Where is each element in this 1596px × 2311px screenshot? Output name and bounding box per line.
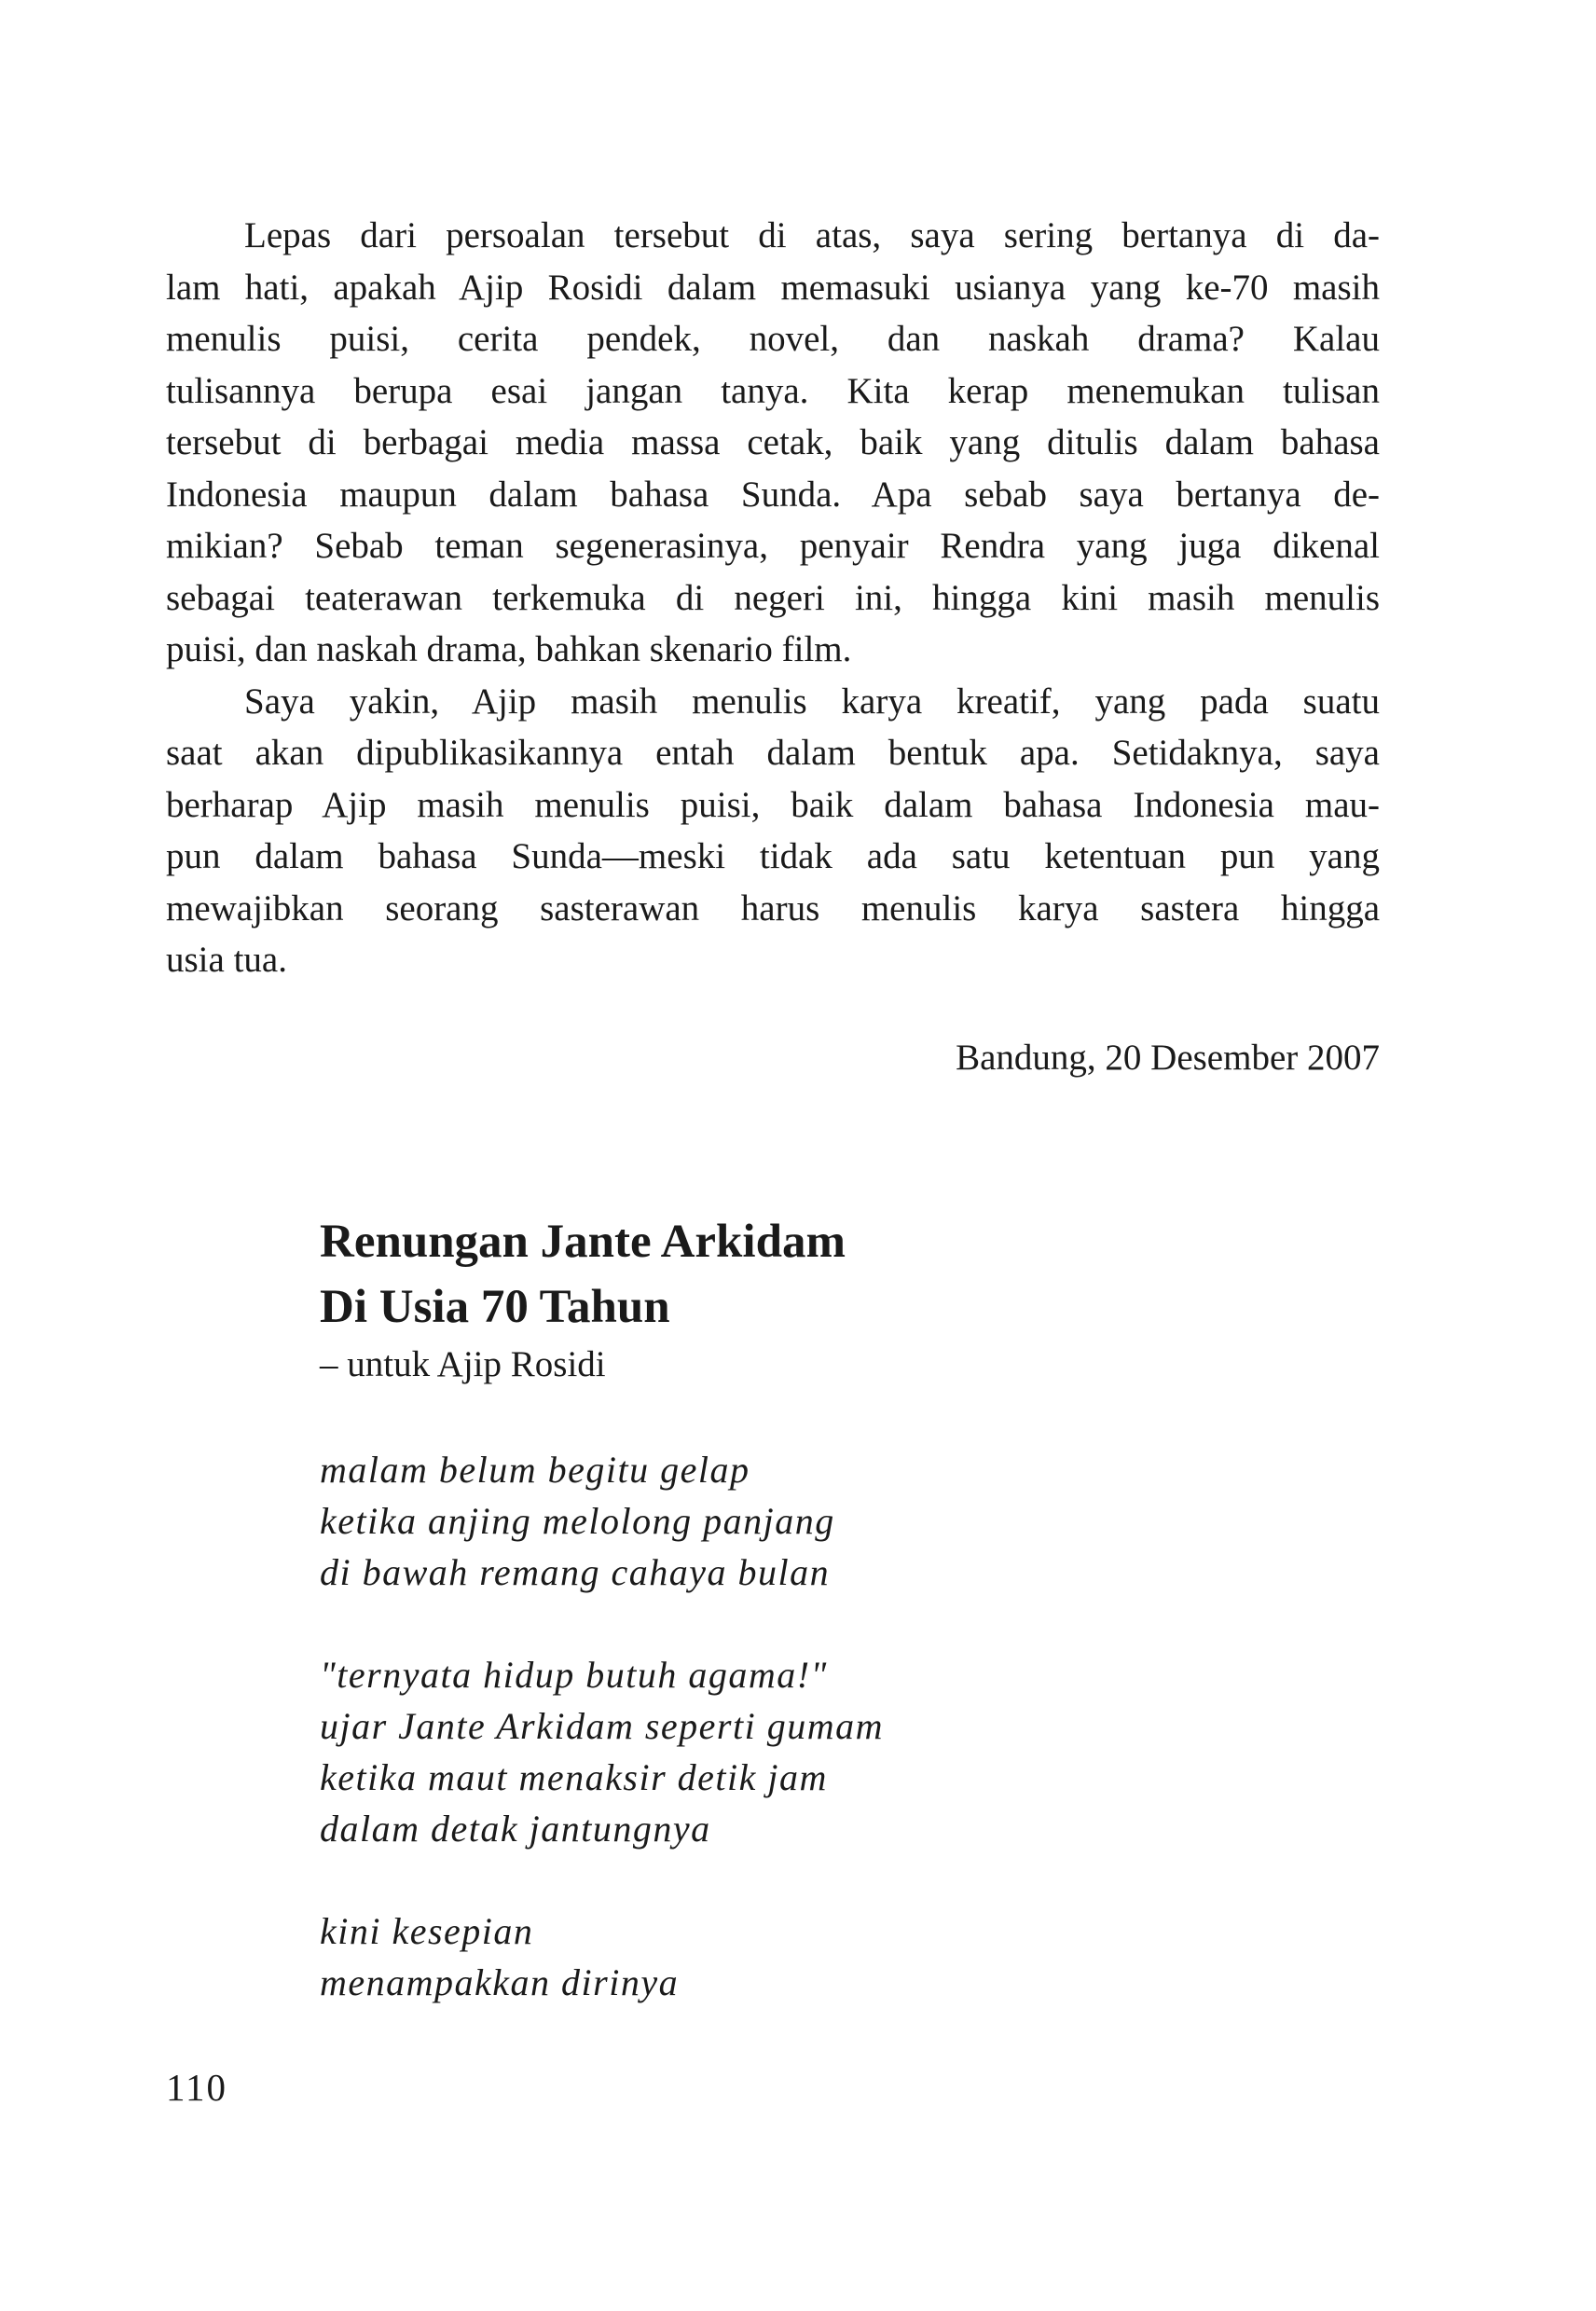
essay-line: usia tua. (166, 940, 287, 980)
essay-line: berharap Ajip masih menulis puisi, baik dalam bahasa Indonesia mau- (166, 784, 1380, 825)
poem-line: ketika anjing melolong panjang (320, 1500, 835, 1542)
poem-title-line: Di Usia 70 Tahun (320, 1281, 670, 1333)
essay-line: saat akan dipublikasikannya entah dalam bentuk apa. Setidaknya, saya (166, 733, 1380, 773)
poem-line: dalam detak jantungnya (320, 1808, 711, 1850)
poem-line: "ternyata hidup butuh agama!" (320, 1654, 828, 1696)
essay-line: mewajibkan seorang sasterawan harus menulis karya sastera hingga (166, 887, 1380, 929)
poem-title-line: Renungan Jante Arkidam (320, 1216, 846, 1268)
poem-stanza (320, 1444, 884, 1598)
essay-line: puisi, dan naskah drama, bahkan skenario film. (166, 629, 852, 669)
poem-stanza (320, 1649, 884, 1854)
poem-line: malam belum begitu gelap (320, 1449, 750, 1491)
essay-paragraph-2 (166, 676, 1380, 986)
essay-line: menulis puisi, cerita pendek, novel, dan naskah drama? Kalau (166, 319, 1380, 359)
essay-line: Saya yakin, Ajip masih menulis karya kreatif, yang pada suatu (244, 681, 1380, 722)
poem-dedication: – untuk Ajip Rosidi (320, 1344, 606, 1384)
poem-line: di bawah remang cahaya bulan (320, 1551, 831, 1593)
poem-title (320, 1209, 846, 1340)
essay-line: Indonesia maupun dalam bahasa Sunda. Apa sebab saya bertanya de- (166, 474, 1380, 515)
essay-dateline: Bandung, 20 Desember 2007 (956, 1038, 1380, 1078)
essay-body (166, 210, 1380, 986)
essay-line: mikian? Sebab teman segenerasinya, penyair Rendra yang juga dikenal (166, 526, 1380, 566)
essay-line: Lepas dari persoalan tersebut di atas, saya sering bertanya di da- (244, 215, 1380, 255)
essay-line: pun dalam bahasa Sunda—meski tidak ada satu ketentuan pun yang (166, 836, 1380, 876)
essay-line: tersebut di berbagai media massa cetak, baik yang ditulis dalam bahasa (166, 422, 1380, 462)
essay-paragraph-1 (166, 210, 1380, 676)
poem-line: ketika maut menaksir detik jam (320, 1756, 828, 1798)
essay-line: tulisannya berupa esai jangan tanya. Kita kerap menemukan tulisan (166, 370, 1380, 411)
poem-line: kini kesepian (320, 1910, 534, 1952)
essay-line: lam hati, apakah Ajip Rosidi dalam memasuki usianya yang ke-70 masih (166, 267, 1380, 308)
poem-line: ujar Jante Arkidam seperti gumam (320, 1705, 884, 1747)
poem-body (320, 1444, 884, 2008)
poem-stanza (320, 1905, 884, 2008)
page-number: 110 (166, 2066, 227, 2109)
poem-line: menampakkan dirinya (320, 1961, 680, 2003)
essay-line: sebagai teaterawan terkemuka di negeri ini, hingga kini masih menulis (166, 577, 1380, 618)
